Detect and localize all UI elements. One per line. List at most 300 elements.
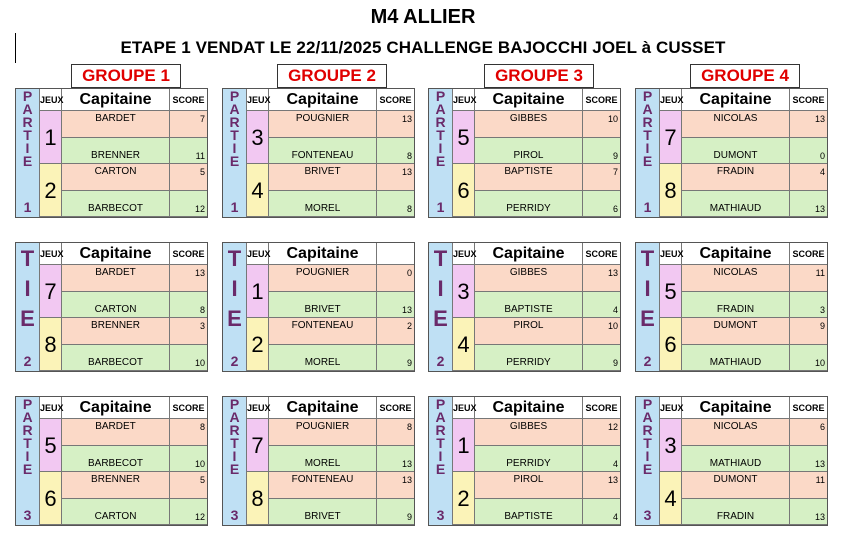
team-captain-name: FRADIN (682, 292, 790, 318)
header-jeux: JEUX (40, 89, 62, 111)
header-score: SCORE (790, 397, 827, 419)
partie-letter: R (22, 114, 33, 130)
team-row (682, 292, 827, 319)
partie-number: 2 (23, 353, 32, 369)
partie-letter: I (437, 276, 444, 301)
partie-letter: E (229, 153, 240, 169)
partie-letter: T (227, 246, 242, 271)
team-row (475, 345, 620, 372)
partie-letter: I (644, 276, 651, 301)
score-panel (635, 242, 828, 372)
team-row (269, 499, 414, 526)
header-jeux: JEUX (40, 397, 62, 419)
team-captain-name: POUGNIER (269, 111, 377, 137)
team-captain-name: DUMONT (682, 138, 790, 164)
team-captain-name: GIBBES (475, 419, 583, 445)
team-captain-name: MATHIAUD (682, 345, 790, 371)
team-captain-name: FONTENEAU (269, 138, 377, 164)
partie-letter: I (232, 448, 237, 464)
team-score: 8 (406, 150, 412, 161)
partie-letter: I (645, 140, 650, 156)
team-captain-name: POUGNIER (269, 265, 377, 291)
partie-letter: R (642, 114, 653, 130)
partie-letter: A (435, 409, 446, 425)
team-score: 11 (815, 268, 825, 278)
score-panel (222, 88, 415, 218)
team-row (269, 111, 414, 138)
team-captain-name: MOREL (269, 345, 377, 371)
team-score: 5 (199, 475, 205, 485)
partie-letter: A (642, 409, 653, 425)
team-captain-name: PERRIDY (475, 191, 583, 217)
team-row (62, 164, 207, 191)
partie-letter: E (642, 153, 653, 169)
team-row (475, 191, 620, 218)
header-jeux: JEUX (660, 243, 682, 265)
team-row (269, 446, 414, 473)
team-row (62, 111, 207, 138)
partie-label (429, 243, 453, 371)
game-number: 6 (660, 318, 682, 371)
header-score: SCORE (583, 397, 620, 419)
team-score: 4 (819, 167, 825, 177)
partie-letter: R (642, 422, 653, 438)
partie-letter: R (435, 114, 446, 130)
header-jeux: JEUX (453, 397, 475, 419)
team-score: 10 (194, 458, 205, 469)
team-score: 3 (819, 304, 825, 315)
header-jeux: JEUX (660, 89, 682, 111)
game-number: 4 (660, 472, 682, 525)
team-score: 13 (814, 458, 825, 469)
partie-number: 2 (436, 353, 445, 369)
game-number: 4 (453, 318, 475, 371)
header-score: SCORE (170, 243, 207, 265)
team-score: 11 (195, 150, 205, 161)
team-score: 9 (406, 511, 412, 522)
team-row (62, 446, 207, 473)
game-number: 1 (453, 419, 475, 472)
team-captain-name: NICOLAS (682, 419, 790, 445)
partie-letter: E (435, 461, 446, 477)
team-captain-name: BRENNER (62, 472, 170, 498)
team-captain-name: NICOLAS (682, 111, 790, 137)
team-score: 13 (401, 167, 412, 177)
team-captain-name: DUMONT (682, 318, 790, 344)
partie-number: 3 (643, 507, 652, 523)
header-jeux: JEUX (40, 243, 62, 265)
game-number: 6 (453, 164, 475, 217)
team-row (475, 111, 620, 138)
team-row (62, 265, 207, 292)
team-score: 9 (406, 357, 412, 368)
header-jeux: JEUX (247, 89, 269, 111)
game-number: 5 (453, 111, 475, 164)
team-score: 6 (819, 422, 825, 432)
partie-label (429, 89, 453, 217)
team-row (62, 419, 207, 446)
partie-letter: T (643, 127, 652, 143)
team-score: 4 (612, 458, 618, 469)
partie-letter: I (25, 448, 30, 464)
header-jeux: JEUX (660, 397, 682, 419)
team-score: 8 (199, 304, 205, 315)
partie-letter: E (22, 461, 33, 477)
team-captain-name: BRIVET (269, 292, 377, 318)
score-panel (428, 88, 621, 218)
team-captain-name: MOREL (269, 191, 377, 217)
game-number: 2 (40, 164, 62, 217)
partie-letter: T (23, 435, 32, 451)
header-capitaine: Capitaine (62, 89, 170, 111)
team-score: 13 (814, 511, 825, 522)
team-captain-name: FONTENEAU (269, 472, 377, 498)
header-jeux: JEUX (247, 397, 269, 419)
team-captain-name: GIBBES (475, 265, 583, 291)
partie-letter: I (438, 140, 443, 156)
team-captain-name: DUMONT (682, 472, 790, 498)
team-row (269, 345, 414, 372)
score-panel (222, 242, 415, 372)
partie-letter: R (229, 114, 240, 130)
header-score: SCORE (377, 89, 414, 111)
partie-letter: E (640, 306, 655, 331)
partie-number: 3 (23, 507, 32, 523)
team-score: 12 (194, 511, 205, 522)
game-number: 3 (660, 419, 682, 472)
partie-letter: P (642, 396, 653, 412)
team-row (682, 191, 827, 218)
group-label-3: GROUPE 3 (484, 64, 594, 88)
team-captain-name: PERRIDY (475, 446, 583, 472)
partie-letter: T (436, 435, 445, 451)
team-row (269, 419, 414, 446)
group-label-2: GROUPE 2 (277, 64, 387, 88)
header-capitaine: Capitaine (269, 397, 377, 419)
partie-letter: E (229, 461, 240, 477)
partie-letter: P (22, 396, 33, 412)
team-captain-name: CARTON (62, 164, 170, 190)
partie-label (16, 89, 40, 217)
partie-letter: I (25, 140, 30, 156)
team-row (62, 499, 207, 526)
header-score: SCORE (170, 89, 207, 111)
partie-letter: T (20, 246, 35, 271)
game-number: 1 (40, 111, 62, 164)
game-number: 1 (247, 265, 269, 318)
partie-letter: T (640, 246, 655, 271)
team-captain-name: BARBECOT (62, 191, 170, 217)
score-panel (428, 396, 621, 526)
game-number: 8 (247, 472, 269, 525)
team-row (682, 446, 827, 473)
team-score: 4 (612, 511, 618, 522)
team-score: 10 (607, 321, 618, 331)
game-number: 6 (40, 472, 62, 525)
partie-letter: E (433, 306, 448, 331)
header-score (377, 243, 414, 265)
team-score: 13 (607, 475, 618, 485)
team-row (62, 138, 207, 165)
game-number: 3 (453, 265, 475, 318)
header-capitaine: Capitaine (682, 89, 790, 111)
team-row (269, 292, 414, 319)
partie-letter: R (229, 422, 240, 438)
team-score: 13 (814, 114, 825, 124)
partie-letter: P (642, 88, 653, 104)
partie-letter: I (645, 448, 650, 464)
partie-label (223, 89, 247, 217)
team-row (475, 499, 620, 526)
team-row (62, 345, 207, 372)
partie-number: 2 (643, 353, 652, 369)
partie-label (636, 89, 660, 217)
team-score: 13 (401, 304, 412, 315)
team-score: 12 (607, 422, 618, 432)
team-row (269, 191, 414, 218)
team-row (475, 138, 620, 165)
header-score: SCORE (583, 89, 620, 111)
score-panel (15, 88, 208, 218)
team-score: 13 (401, 458, 412, 469)
group-label-1: GROUPE 1 (71, 64, 181, 88)
team-score: 2 (406, 321, 412, 331)
page-subtitle: ETAPE 1 VENDAT LE 22/11/2025 CHALLENGE BAJOCCHI JOEL à CUSSET (120, 38, 726, 57)
team-captain-name: PERRIDY (475, 345, 583, 371)
team-score: 4 (612, 304, 618, 315)
partie-letter: R (435, 422, 446, 438)
team-row (682, 345, 827, 372)
header-capitaine: Capitaine (682, 397, 790, 419)
partie-label (429, 397, 453, 525)
header-score: SCORE (790, 243, 827, 265)
partie-letter: T (436, 127, 445, 143)
team-row (682, 499, 827, 526)
team-row (269, 138, 414, 165)
team-captain-name: BARBECOT (62, 446, 170, 472)
team-row (682, 111, 827, 138)
game-number: 7 (660, 111, 682, 164)
header-jeux: JEUX (453, 89, 475, 111)
team-captain-name: BAPTISTE (475, 499, 583, 525)
header-capitaine: Capitaine (475, 89, 583, 111)
team-row (269, 318, 414, 345)
team-score: 12 (194, 203, 205, 214)
team-captain-name: FRADIN (682, 499, 790, 525)
team-score: 9 (819, 321, 825, 331)
team-row (62, 472, 207, 499)
game-number: 7 (40, 265, 62, 318)
partie-label (636, 397, 660, 525)
score-panel (635, 396, 828, 526)
partie-label (16, 397, 40, 525)
score-panel (222, 396, 415, 526)
header-score: SCORE (583, 243, 620, 265)
game-number: 5 (660, 265, 682, 318)
team-score: 3 (199, 321, 205, 331)
partie-letter: P (22, 88, 33, 104)
partie-letter: P (229, 88, 240, 104)
team-row (269, 472, 414, 499)
team-captain-name: BARDET (62, 111, 170, 137)
team-row (269, 265, 414, 292)
page-title: M4 ALLIER (370, 6, 476, 28)
partie-number: 1 (436, 199, 445, 215)
game-number: 2 (453, 472, 475, 525)
team-score: 10 (194, 357, 205, 368)
partie-letter: T (23, 127, 32, 143)
team-row (475, 472, 620, 499)
header-capitaine: Capitaine (62, 397, 170, 419)
partie-letter: E (20, 306, 35, 331)
team-captain-name: CARTON (62, 499, 170, 525)
partie-letter: T (230, 127, 239, 143)
header-capitaine: Capitaine (475, 397, 583, 419)
header-score: SCORE (377, 397, 414, 419)
team-score: 8 (406, 422, 412, 432)
team-row (682, 419, 827, 446)
team-row (682, 164, 827, 191)
team-captain-name: BARBECOT (62, 345, 170, 371)
team-captain-name: BAPTISTE (475, 164, 583, 190)
team-row (682, 318, 827, 345)
team-captain-name: BRENNER (62, 318, 170, 344)
game-number: 4 (247, 164, 269, 217)
team-row (62, 191, 207, 218)
partie-letter: I (231, 276, 238, 301)
partie-number: 1 (230, 199, 239, 215)
partie-letter: E (435, 153, 446, 169)
partie-label (636, 243, 660, 371)
partie-letter: E (642, 461, 653, 477)
team-score: 7 (612, 167, 618, 177)
group-label-4: GROUPE 4 (690, 64, 800, 88)
partie-letter: A (229, 101, 240, 117)
team-score: 10 (607, 114, 618, 124)
partie-letter: T (433, 246, 448, 271)
score-panel (635, 88, 828, 218)
team-row (269, 164, 414, 191)
partie-letter: A (22, 409, 33, 425)
team-score: 13 (401, 475, 412, 485)
team-score: 10 (814, 357, 825, 368)
team-row (475, 419, 620, 446)
partie-letter: A (229, 409, 240, 425)
team-captain-name: GIBBES (475, 111, 583, 137)
team-row (475, 265, 620, 292)
header-capitaine: Capitaine (62, 243, 170, 265)
partie-label (223, 243, 247, 371)
team-captain-name: POUGNIER (269, 419, 377, 445)
team-captain-name: BARDET (62, 419, 170, 445)
partie-letter: A (435, 101, 446, 117)
partie-label (223, 397, 247, 525)
game-number: 7 (247, 419, 269, 472)
team-score: 8 (199, 422, 205, 432)
team-captain-name: BRENNER (62, 138, 170, 164)
partie-letter: I (438, 448, 443, 464)
team-score: 9 (612, 150, 618, 161)
partie-label (16, 243, 40, 371)
header-capitaine: Capitaine (682, 243, 790, 265)
header-jeux: JEUX (453, 243, 475, 265)
header-capitaine: Capitaine (269, 243, 377, 265)
header-jeux: JEUX (247, 243, 269, 265)
team-row (475, 164, 620, 191)
partie-letter: E (22, 153, 33, 169)
team-row (682, 472, 827, 499)
header-capitaine: Capitaine (475, 243, 583, 265)
score-panel (15, 396, 208, 526)
team-score: 0 (819, 150, 825, 161)
team-row (682, 265, 827, 292)
team-score: 13 (607, 268, 618, 278)
partie-number: 3 (436, 507, 445, 523)
team-captain-name: MATHIAUD (682, 191, 790, 217)
score-panel (428, 242, 621, 372)
game-number: 8 (660, 164, 682, 217)
team-row (62, 318, 207, 345)
partie-number: 1 (23, 199, 32, 215)
partie-letter: P (229, 396, 240, 412)
team-score: 8 (406, 203, 412, 214)
partie-letter: I (24, 276, 31, 301)
team-captain-name: MATHIAUD (682, 446, 790, 472)
game-number: 2 (247, 318, 269, 371)
header-capitaine: Capitaine (269, 89, 377, 111)
partie-letter: P (435, 396, 446, 412)
team-score: 9 (612, 357, 618, 368)
team-captain-name: NICOLAS (682, 265, 790, 291)
team-score: 13 (814, 203, 825, 214)
team-row (475, 292, 620, 319)
team-captain-name: BAPTISTE (475, 292, 583, 318)
score-panel (15, 242, 208, 372)
team-captain-name: MOREL (269, 446, 377, 472)
partie-letter: T (230, 435, 239, 451)
team-score: 6 (612, 203, 618, 214)
partie-letter: A (642, 101, 653, 117)
header-score: SCORE (170, 397, 207, 419)
partie-letter: A (22, 101, 33, 117)
header-score: SCORE (790, 89, 827, 111)
partie-number: 3 (230, 507, 239, 523)
game-number: 8 (40, 318, 62, 371)
team-captain-name: BRIVET (269, 164, 377, 190)
partie-letter: P (435, 88, 446, 104)
team-score: 7 (199, 114, 205, 124)
team-captain-name: BARDET (62, 265, 170, 291)
partie-letter: R (22, 422, 33, 438)
team-score: 13 (194, 268, 205, 278)
team-captain-name: BRIVET (269, 499, 377, 525)
team-captain-name: CARTON (62, 292, 170, 318)
team-row (62, 292, 207, 319)
team-score: 5 (199, 167, 205, 177)
team-score: 0 (406, 268, 412, 278)
team-captain-name: FONTENEAU (269, 318, 377, 344)
team-captain-name: PIROL (475, 318, 583, 344)
partie-number: 2 (230, 353, 239, 369)
team-score: 13 (401, 114, 412, 124)
team-row (475, 446, 620, 473)
partie-letter: E (227, 306, 242, 331)
team-score: 11 (815, 475, 825, 485)
partie-number: 1 (643, 199, 652, 215)
team-row (475, 318, 620, 345)
team-row (682, 138, 827, 165)
team-captain-name: PIROL (475, 138, 583, 164)
